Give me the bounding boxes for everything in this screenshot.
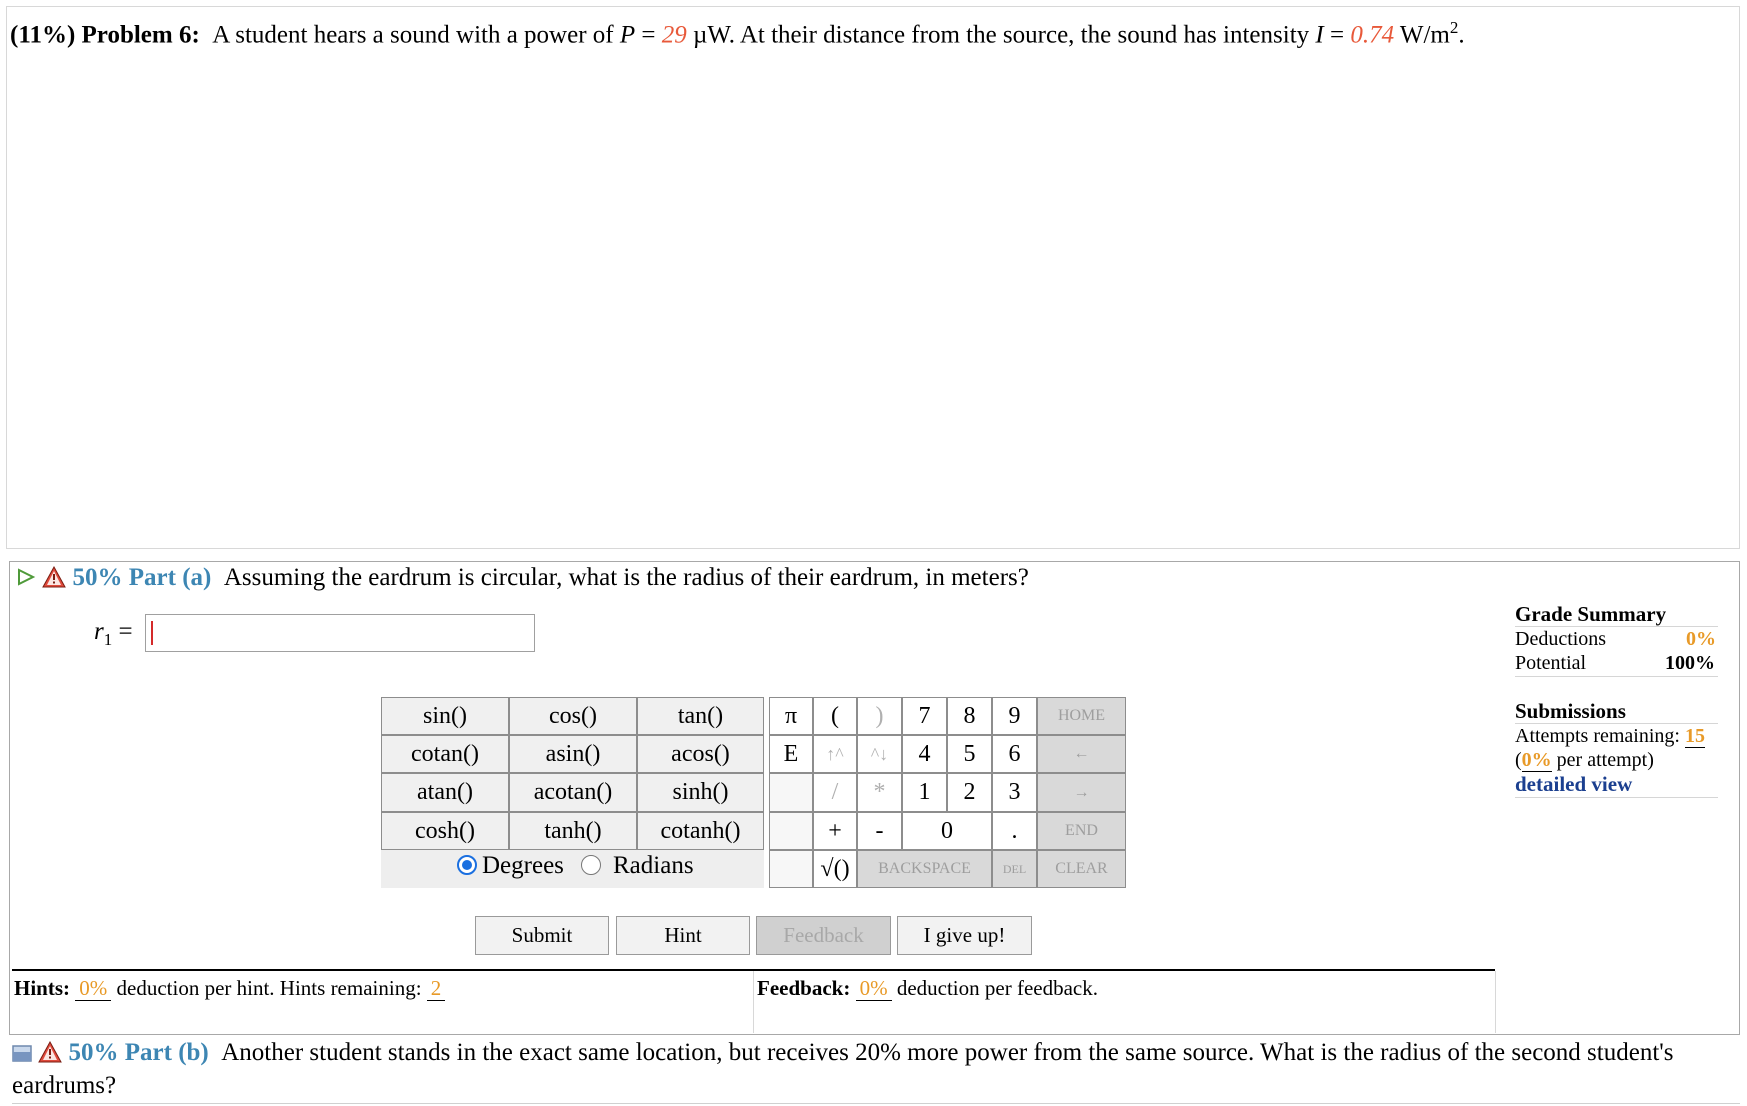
submissions-rule <box>1515 797 1718 798</box>
give-up-button[interactable]: I give up! <box>897 916 1032 955</box>
problem-panel <box>6 6 1740 549</box>
answer-label <box>94 618 133 650</box>
key-end[interactable]: END <box>1037 812 1126 850</box>
key-cursor-left[interactable]: ← <box>1037 735 1126 773</box>
attempts-remaining <box>1515 725 1705 748</box>
problem-statement <box>10 18 1465 49</box>
answer-input[interactable] <box>145 614 535 652</box>
part-b-header <box>12 1038 1737 1101</box>
key-decimal[interactable]: . <box>992 812 1037 850</box>
period: . <box>1458 21 1465 49</box>
grade-summary-rule <box>1515 626 1718 627</box>
part-b-question: Another student stands in the exact same location, but receives 20% more power from the same source. What is the radius of the second student's eardrums? <box>12 1039 1674 1099</box>
feedback-text: deduction per feedback. <box>896 976 1098 1000</box>
submissions-rule <box>1515 723 1718 724</box>
hint-deduction: 0% <box>75 976 111 1001</box>
key-pi[interactable]: π <box>769 697 813 735</box>
degrees-label[interactable]: Degrees <box>482 852 564 879</box>
potential-value: 100% <box>1665 652 1715 674</box>
grade-summary-title: Grade Summary <box>1515 602 1667 626</box>
radians-label[interactable]: Radians <box>613 852 694 879</box>
key-9[interactable]: 9 <box>992 697 1037 735</box>
power-unit-text: µW. At their distance from the source, the sound has intensity <box>686 21 1310 49</box>
key-tanh[interactable]: tanh() <box>509 812 637 850</box>
key-7[interactable]: 7 <box>902 697 947 735</box>
power-value: 29 <box>661 21 687 49</box>
problem-label: Problem 6: <box>81 21 200 49</box>
key-blank <box>769 812 813 850</box>
feedback-label: Feedback: <box>757 976 851 1000</box>
key-left-paren[interactable]: ( <box>813 697 857 735</box>
hints-text: deduction per hint. Hints remaining: <box>116 976 422 1000</box>
intensity-exponent: 2 <box>1449 18 1459 37</box>
paren-open: ( <box>1515 749 1522 771</box>
key-blank <box>769 850 813 888</box>
grade-summary-rule <box>1515 676 1718 677</box>
angle-mode-row <box>381 850 764 888</box>
radians-radio[interactable] <box>581 855 601 875</box>
key-6[interactable]: 6 <box>992 735 1037 773</box>
intensity-variable: I <box>1315 21 1324 49</box>
deductions-value: 0% <box>1686 628 1716 650</box>
key-delete[interactable]: DEL <box>992 850 1037 888</box>
key-backspace[interactable]: BACKSPACE <box>857 850 992 888</box>
key-sin[interactable]: sin() <box>381 697 509 735</box>
key-superscript-up[interactable]: ↑^ <box>813 735 857 773</box>
feedback-button[interactable]: Feedback <box>756 916 891 955</box>
intensity-unit: W/m <box>1394 21 1450 49</box>
strip-column-divider <box>1495 971 1496 1033</box>
hints-info <box>14 976 445 1001</box>
answer-subscript: 1 <box>103 630 113 649</box>
warning-icon <box>42 566 66 595</box>
key-cos[interactable]: cos() <box>509 697 637 735</box>
key-cotan[interactable]: cotan() <box>381 735 509 773</box>
part-a-question: Assuming the eardrum is circular, what is the radius of their eardrum, in meters? <box>223 564 1029 591</box>
key-3[interactable]: 3 <box>992 773 1037 812</box>
attempts-value: 15 <box>1684 725 1705 747</box>
key-right-paren[interactable]: ) <box>857 697 902 735</box>
key-divide[interactable]: / <box>813 773 857 812</box>
key-tan[interactable]: tan() <box>637 697 764 735</box>
key-sinh[interactable]: sinh() <box>637 773 764 812</box>
feedback-deduction: 0% <box>856 976 892 1001</box>
submit-button[interactable]: Submit <box>475 916 609 955</box>
key-cursor-right[interactable]: → <box>1037 773 1126 812</box>
per-attempt-deduction <box>1515 749 1654 772</box>
text-caret <box>151 621 153 645</box>
key-acotan[interactable]: acotan() <box>509 773 637 812</box>
key-4[interactable]: 4 <box>902 735 947 773</box>
key-sqrt[interactable]: √() <box>813 850 857 888</box>
key-1[interactable]: 1 <box>902 773 947 812</box>
degrees-radio[interactable] <box>457 855 477 875</box>
key-superscript-down[interactable]: ^↓ <box>857 735 902 773</box>
key-minus[interactable]: - <box>857 812 902 850</box>
equals-sign: = <box>635 21 662 49</box>
problem-text: A student hears a sound with a power of <box>212 21 614 49</box>
answer-variable: r <box>94 618 104 645</box>
key-8[interactable]: 8 <box>947 697 992 735</box>
key-e[interactable]: E <box>769 735 813 773</box>
hints-label: Hints: <box>14 976 71 1000</box>
hint-button[interactable]: Hint <box>616 916 750 955</box>
intensity-value: 0.74 <box>1350 21 1395 49</box>
detailed-view-link[interactable]: detailed view <box>1515 772 1633 796</box>
part-b-weight: 50% <box>68 1039 119 1066</box>
key-atan[interactable]: atan() <box>381 773 509 812</box>
power-variable: P <box>619 21 636 49</box>
key-5[interactable]: 5 <box>947 735 992 773</box>
submissions-title: Submissions <box>1515 699 1626 723</box>
part-a-weight: 50% <box>72 564 123 591</box>
part-b-label: Part (b) <box>124 1039 209 1066</box>
collapsed-panel-icon[interactable] <box>12 1041 32 1071</box>
bottom-rule <box>12 1103 1740 1104</box>
key-cotanh[interactable]: cotanh() <box>637 812 764 850</box>
part-a-header <box>16 564 1029 595</box>
key-asin[interactable]: asin() <box>509 735 637 773</box>
key-home[interactable]: HOME <box>1037 697 1126 735</box>
key-cosh[interactable]: cosh() <box>381 812 509 850</box>
key-0[interactable]: 0 <box>902 812 992 850</box>
answer-equals: = <box>112 618 133 645</box>
attempts-label: Attempts remaining: <box>1515 725 1680 747</box>
key-plus[interactable]: + <box>813 812 857 850</box>
key-acos[interactable]: acos() <box>637 735 764 773</box>
feedback-info <box>757 976 1098 1001</box>
key-2[interactable]: 2 <box>947 773 992 812</box>
problem-weight: (11%) <box>10 21 76 49</box>
strip-column-divider <box>753 971 754 1033</box>
per-attempt-text: per attempt) <box>1551 749 1654 771</box>
equals-sign: = <box>1323 21 1351 49</box>
deductions-label: Deductions <box>1515 628 1607 650</box>
warning-icon <box>38 1041 62 1071</box>
play-icon[interactable] <box>16 566 36 594</box>
key-multiply[interactable]: * <box>857 773 902 812</box>
potential-label: Potential <box>1515 652 1587 674</box>
key-blank <box>769 773 813 812</box>
hints-remaining: 2 <box>427 976 446 1001</box>
part-a-label: Part (a) <box>128 564 212 591</box>
per-attempt-value: 0% <box>1521 749 1552 771</box>
key-clear[interactable]: CLEAR <box>1037 850 1126 888</box>
